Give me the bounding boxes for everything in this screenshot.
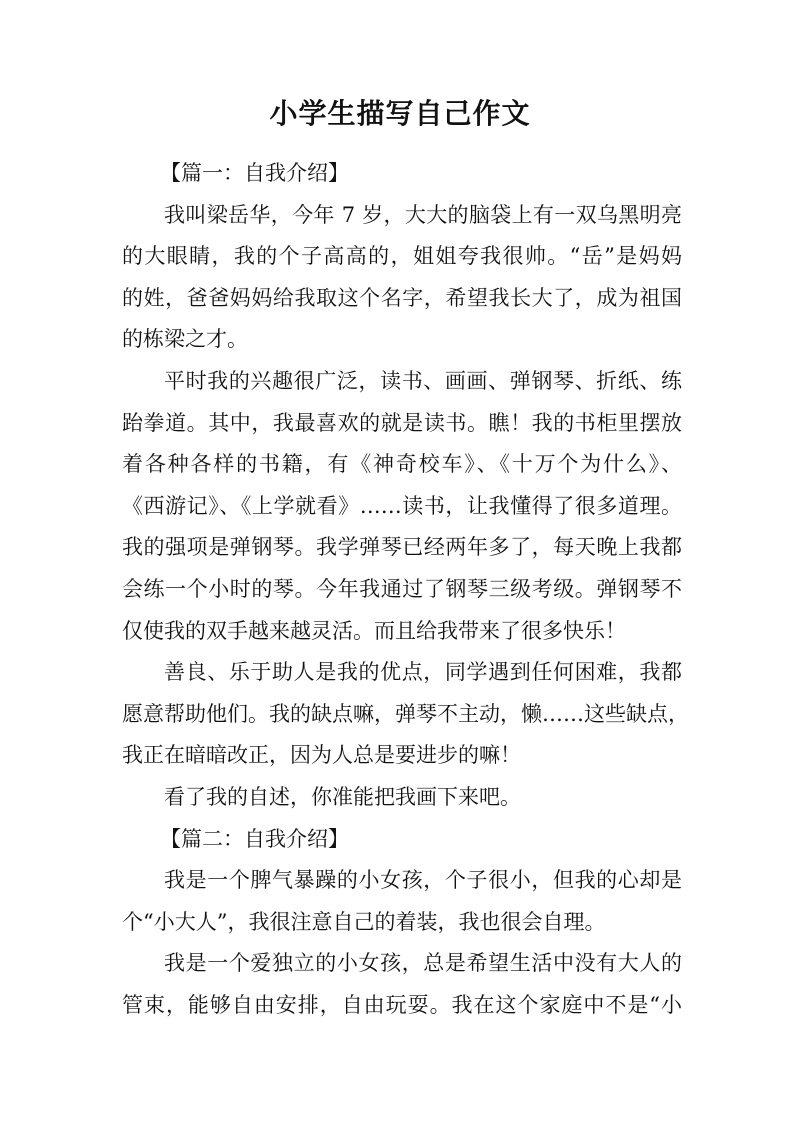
paragraph-line: 我叫梁岳华，今年 7 岁，大大的脑袋上有一双乌黑明亮: [164, 202, 682, 227]
paragraph-line: 平时我的兴趣很广泛，读书、画画、弹钢琴、折纸、练: [164, 368, 682, 393]
paragraph-line: 的栋梁之才。: [122, 327, 248, 352]
document-title: 小学生描写自己作文: [269, 97, 531, 130]
section-heading-2: 【篇二：自我介绍】: [160, 826, 349, 851]
paragraph-line: 我是一个脾气暴躁的小女孩，个子很小，但我的心却是: [164, 868, 682, 893]
paragraph-line: 个“小大人”，我很注意自己的着装，我也很会自理。: [122, 909, 606, 934]
document-body: [122, 153, 689, 1026]
paragraph-line: 我的强项是弹钢琴。我学弹琴已经两年多了，每天晚上我都: [122, 535, 682, 560]
paragraph-line: 着各种各样的书籍，有《神奇校车》、《十万个为什么》、: [122, 452, 682, 477]
paragraph-line: 愿意帮助他们。我的缺点嘛，弹琴不主动，懒……这些缺点，: [122, 701, 689, 726]
paragraph-line: 管束，能够自由安排，自由玩耍。我在这个家庭中不是“小: [122, 992, 682, 1017]
paragraph-line: 我正在暗暗改正，因为人总是要进步的嘛！: [122, 743, 521, 768]
paragraph-line: 会练一个小时的琴。今年我通过了钢琴三级考级。弹钢琴不: [122, 576, 682, 601]
paragraph-line: 的大眼睛，我的个子高高的，姐姐夸我很帅。“岳”是妈妈: [122, 244, 682, 269]
paragraph-line: 我是一个爱独立的小女孩，总是希望生活中没有大人的: [164, 951, 682, 976]
paragraph-line: 看了我的自述，你准能把我画下来吧。: [164, 784, 521, 809]
paragraph-line: 善良、乐于助人是我的优点，同学遇到任何困难，我都: [164, 660, 682, 685]
paragraph-line: 仅使我的双手越来越灵活。而且给我带来了很多快乐！: [122, 618, 626, 643]
paragraph-line: 跆拳道。其中，我最喜欢的就是读书。瞧！我的书柜里摆放: [122, 410, 682, 435]
section-heading-1: 【篇一：自我介绍】: [160, 161, 349, 185]
paragraph-line: 《西游记》、《上学就看》……读书，让我懂得了很多道理。: [122, 493, 682, 518]
paragraph-line: 的姓，爸爸妈妈给我取这个名字，希望我长大了，成为祖国: [122, 285, 682, 310]
